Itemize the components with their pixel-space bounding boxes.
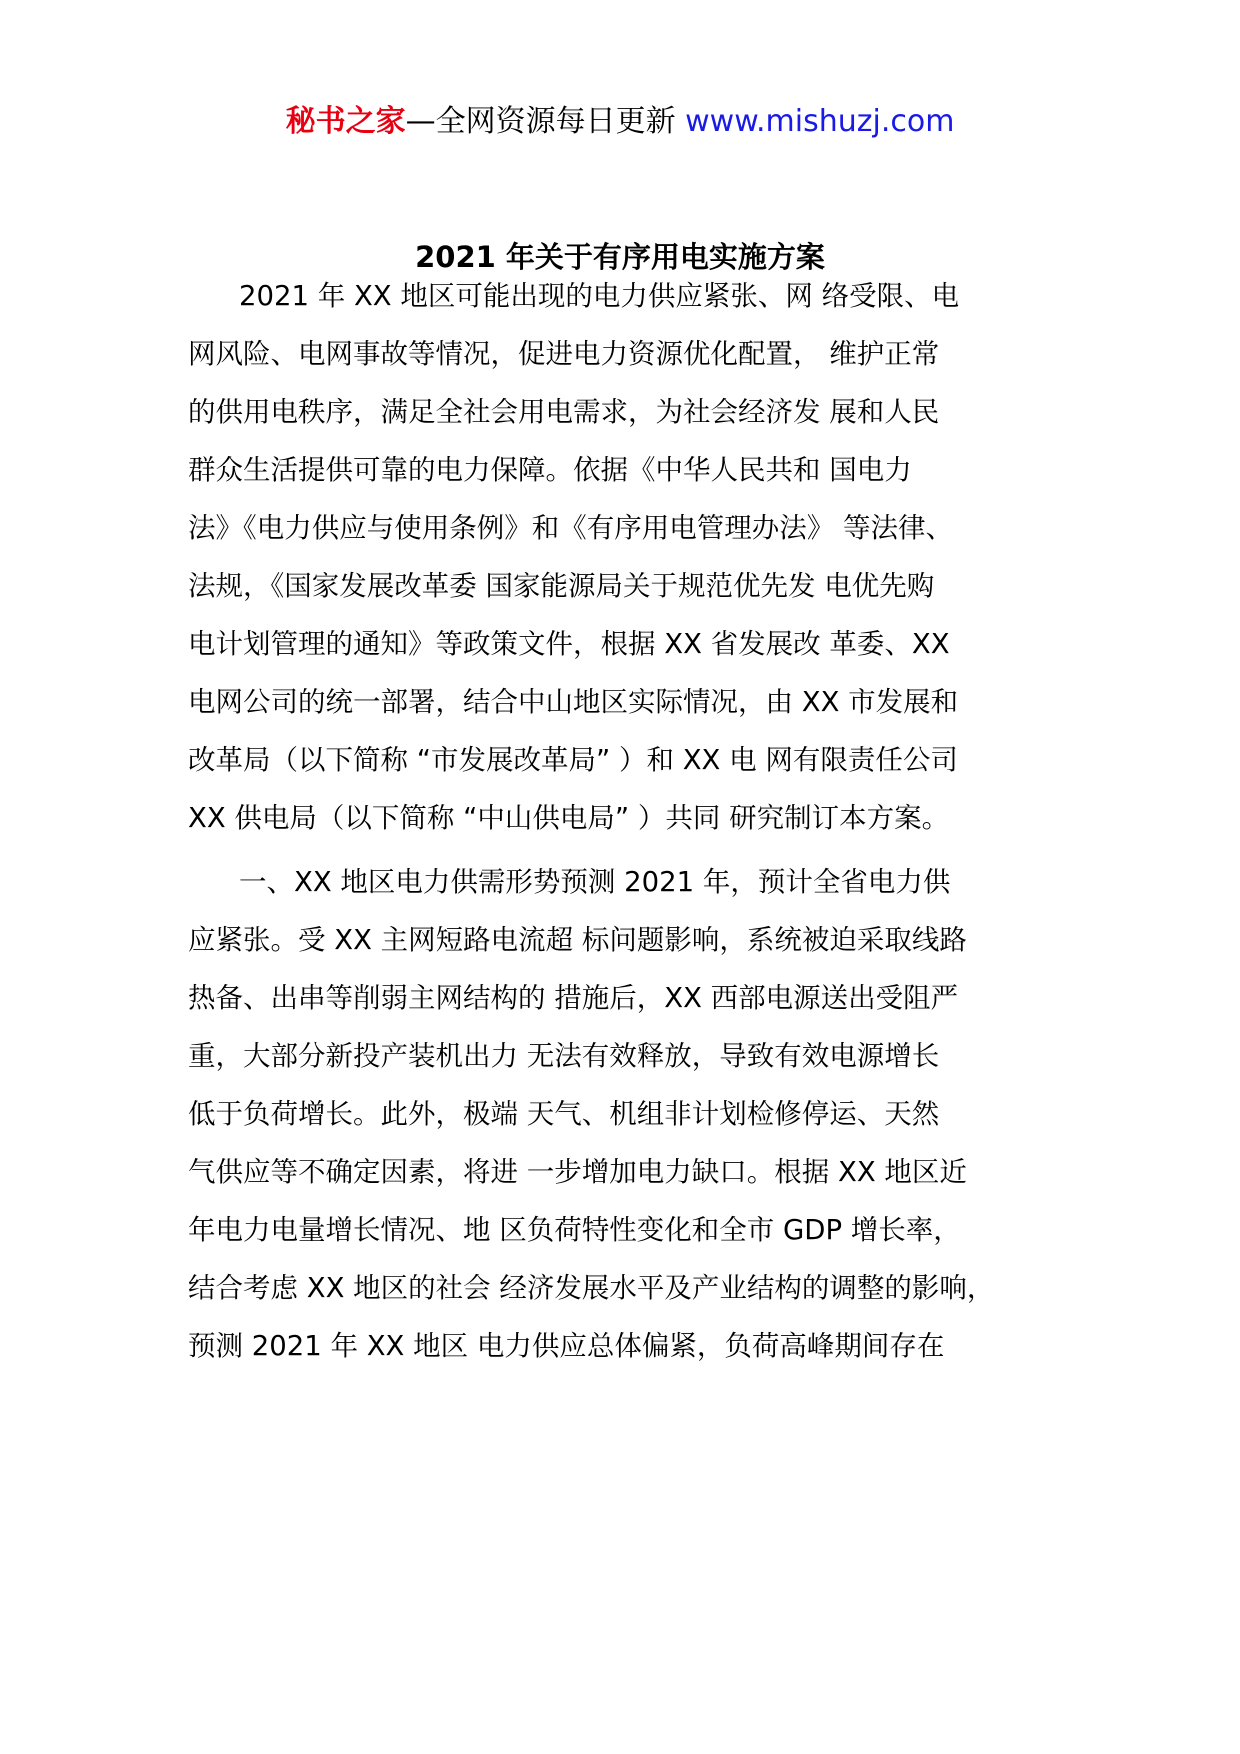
body-line: 2021 年 XX 地区可能出现的电力供应紧张、网 络受限、电 xyxy=(239,280,960,312)
body-line: 热备、出串等削弱主网结构的 措施后，XX 西部电源送出受阻严 xyxy=(188,982,959,1014)
body-line: 群众生活提供可靠的电力保障。依据《中华人民共和 国电力 xyxy=(188,454,912,486)
body-line: 法》《电力供应与使用条例》和《有序用电管理办法》 等法律、 xyxy=(188,512,953,544)
site-url-link[interactable]: www.mishuzj.com xyxy=(685,104,955,139)
document-title: 2021 年关于有序用电实施方案 xyxy=(415,240,825,274)
header-tagline: —全网资源每日更新 xyxy=(405,104,676,139)
body-line: 低于负荷增长。此外，极端 天气、机组非计划检修停运、天然 xyxy=(188,1098,940,1130)
brand-name: 秘书之家 xyxy=(285,104,406,139)
body-line: 一、XX 地区电力供需形势预测 2021 年，预计全省电力供 xyxy=(239,866,951,898)
body-line: 法规，《国家发展改革委 国家能源局关于规范优先发 电优先购 xyxy=(188,570,935,602)
body-line: 电计划管理的通知》等政策文件，根据 XX 省发展改 革委、XX xyxy=(188,628,950,660)
body-line: 改革局（以下简称 “市发展改革局” ）和 XX 电 网有限责任公司 xyxy=(188,744,958,776)
body-line: 电网公司的统一部署，结合中山地区实际情况，由 XX 市发展和 xyxy=(188,686,959,718)
body-line: 气供应等不确定因素，将进 一步增加电力缺口。根据 XX 地区近 xyxy=(188,1156,967,1188)
body-line: 应紧张。受 XX 主网短路电流超 标问题影响，系统被迫采取线路 xyxy=(188,924,967,956)
body-line: XX 供电局（以下简称 “中山供电局” ）共同 研究制订本方案。 xyxy=(188,802,950,834)
body-line: 重，大部分新投产装机出力 无法有效释放，导致有效电源增长 xyxy=(188,1040,940,1072)
body-line: 预测 2021 年 XX 地区 电力供应总体偏紧，负荷高峰期间存在 xyxy=(188,1330,945,1362)
body-line: 的供用电秩序，满足全社会用电需求，为社会经济发 展和人民 xyxy=(188,396,940,428)
body-line: 网风险、电网事故等情况，促进电力资源优化配置， 维护正常 xyxy=(188,338,940,370)
site-header xyxy=(0,98,1240,146)
body-line: 年电力电量增长情况、地 区负荷特性变化和全市 GDP 增长率， xyxy=(188,1214,961,1246)
body-line: 结合考虑 XX 地区的社会 经济发展水平及产业结构的调整的影响， xyxy=(188,1272,995,1304)
